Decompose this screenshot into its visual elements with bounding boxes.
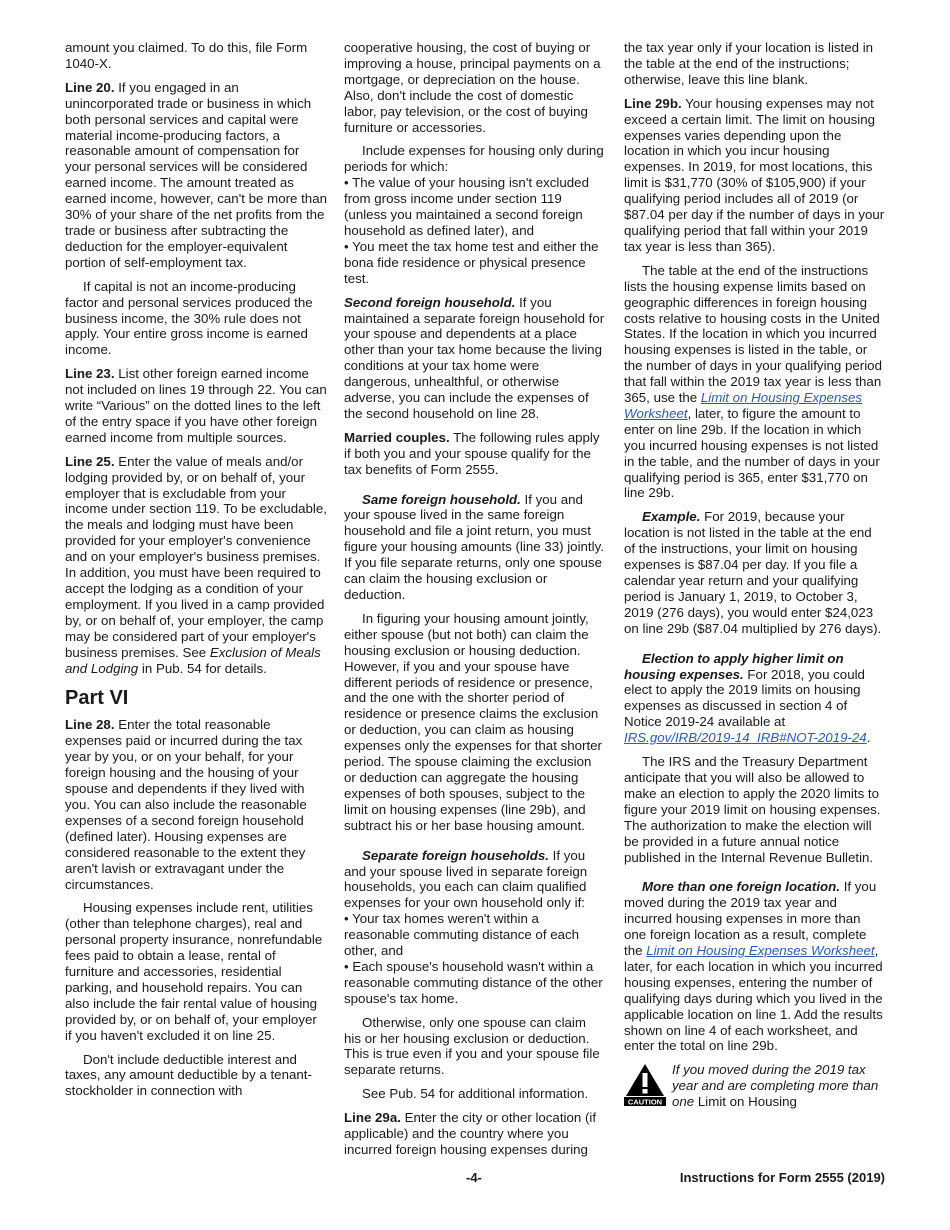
subheading: Example. (642, 509, 701, 525)
line-label: Line 20. (65, 79, 115, 95)
example-paragraph: Example. For 2019, because your location is not listed in the table at the end of the instructions, your limit on housing expenses is $87.04 per day. If you file a calendar year return and your qualifying period is January 1, 2019, to October 3, 2019 (276 days), you would enter $24,023 on line 29b ($87.04 multiplied by 276 days). (624, 509, 882, 636)
second-household-paragraph: Second foreign household. If you maintained a separate foreign household for your spouse and dependents at a place other than your tax home because the living conditions at your tax home were dangerous, unhealthful, or otherwise adverse, you can include the expenses of the second household on line 28. (344, 294, 605, 421)
line-25-paragraph: Line 25. Enter the value of meals and/or lodging provided by, or on behalf of, your employer that is excludable from your income under section 119. To be excludable, the meals and lodging must have been provided for your employer's convenience and on your employer's business premises. In addition, you must have been required to accept the lodging as a condition of your employment. If you lived in a camp provided by, or on behalf of, your employer, the camp may be considered part of your employer's business premises. See Exclusion of Meals and Lodging in Pub. 54 for details. (65, 453, 327, 676)
worksheet-link[interactable]: Limit on Housing Expenses Worksheet (624, 390, 863, 421)
column-left (65, 40, 327, 1107)
married-couples-paragraph: Married couples. The following rules apply if both you and your spouse qualify for the tax benefits of Form 2555. (344, 429, 600, 477)
line-label: Line 29a. (344, 1110, 401, 1126)
caution-text: If you moved during the 2019 tax year and are completing more than one Limit on Housing (672, 1062, 879, 1110)
list-item: • You meet the tax home test and either the bona fide residence or physical presence test. (344, 238, 599, 286)
line-29b-paragraph: Line 29b. Your housing expenses may not exceed a certain limit. The limit on housing expenses varies depending upon the location in which you incur housing expenses. In 2019, for most locations, this limit is $31,770 (30% of $105,900) if your qualifying period includes all of 2019 (or $87.04 per day if the number of days in your qualifying period that fall within your 2019 tax year is less than 365). (624, 95, 885, 254)
document-title: Instructions for Form 2555 (2019) (679, 1170, 885, 1185)
list-item: • Each spouse's household wasn't within a reasonable commuting distance of the other spouse's tax home. (344, 958, 603, 1006)
paragraph: Otherwise, only one spouse can claim his or her housing exclusion or deduction. This is true even if you and your spouse file separate returns. (344, 1014, 600, 1078)
paragraph: amount you claimed. To do this, file Form 1040-X. (65, 40, 308, 71)
caution-icon (624, 1062, 666, 1106)
paragraph: Don't include deductible interest and taxes, any amount deductible by a tenant-stockholder in connection with (65, 1051, 312, 1099)
paragraph: Include expenses for housing only during periods for which: • The value of your housing isn't excluded from gross income under section 119 (unless you maintained a second foreign household as defined later), and • You meet the tax home test and either the bona fide residence or physical presence test. (344, 143, 606, 286)
subheading: Election to apply higher limit on housing expenses. (624, 650, 844, 682)
more-locations-paragraph: More than one foreign location. If you moved during the 2019 tax year and incurred housing expenses in more than one foreign location as a result, complete the Limit on Housing Expenses Worksheet, later, for each location in which you incurred housing expenses, entering the number of qualifying days during which you lived in the applicable location on line 1. Add the results shown on line 4 of each worksheet, and enter the total on line 29b. (624, 879, 883, 1054)
paragraph: the tax year only if your location is listed in the table at the end of the instructions; otherwise, leave this line blank. (624, 40, 874, 87)
column-right (624, 40, 886, 1110)
line-label: Line 29b. (624, 95, 682, 111)
list-item: • The value of your housing isn't excluded from gross income under section 119 (unless you maintained a second foreign household as defined later), and (344, 175, 589, 238)
paragraph: In figuring your housing amount jointly, either spouse (but not both) can claim the housing exclusion or housing deduction. However, if you and your spouse have different periods of residence or presence, and the one with the shorter period of residence or presence claims the exclusion or deduction, you can claim as housing expenses only the expenses for that shorter period. The spouse claiming the exclusion or deduction can aggregate the housing expenses of both spouses, subject to the limit on housing expenses (line 29b), and subtract his or her base housing amount. (344, 610, 602, 833)
worksheet-link[interactable]: Limit on Housing Expenses Worksheet (646, 943, 875, 959)
subheading: Separate foreign households. (362, 847, 549, 863)
paragraph: The table at the end of the instructions lists the housing expense limits based on geographic differences in foreign housing costs relative to housing costs in the United States. If the location in which you incurred housing expenses is listed in the table, or the number of days in your qualifying period that fall within the 2019 tax year is less than 365, use the Limit on Housing Expenses Worksheet, later, to figure the amount to enter on line 29b. If the location in which you incurred housing expenses is not listed in the table, and the number of days in your qualifying period is 365, enter $31,770 on line 29b. (624, 262, 882, 501)
caution-label: CAUTION (627, 1097, 663, 1107)
paragraph: See Pub. 54 for additional information. (362, 1086, 589, 1102)
paragraph: If capital is not an income-producing factor and personal services produced the business income, the 30% rule does not apply. Your entire gross income is earned income. (65, 278, 313, 358)
line-label: Line 25. (65, 453, 115, 469)
irs-irb-link[interactable]: IRS.gov/IRB/2019-14_IRB#NOT-2019-24 (624, 730, 867, 746)
line-23-paragraph: Line 23. List other foreign earned income not included on lines 19 through 22. You can write “Various” on the dotted lines to the left of the entry space if you have other foreign earned income from multiple sources. (65, 366, 327, 445)
list-item: • Your tax homes weren't within a reasonable commuting distance of each other, and (344, 911, 580, 959)
subheading: Married couples. (344, 429, 450, 445)
separate-households-paragraph: Separate foreign households. If you and your spouse lived in separate foreign households, you each can claim qualified expenses for your own household only if: • Your tax homes weren't within a reasonable commuting distance of each other, and • Each spouse's household wasn't within a reasonable commuting distance of the other spouse's tax home. (344, 848, 606, 1007)
caution-box (624, 1062, 886, 1110)
paragraph: Housing expenses include rent, utilities (other than telephone charges), real and personal property insurance, nonrefundable fees paid to obtain a lease, rental of furniture and accessories, residential parking, and household repairs. You can also include the fair rental value of housing provided by, or on behalf of, your employer if you haven't excluded it on line 25. (65, 900, 323, 1043)
line-20-paragraph: Line 20. If you engaged in an unincorporated trade or business in which both personal services and capital were material income-producing factors, a reasonable amount of compensation for your personal services will be considered earned income. The amount treated as earned income, however, can't be more than 30% of your share of the net profits from the trade or business after subtracting the deduction for the employer-equivalent portion of self-employment tax. (65, 79, 327, 270)
part-vi-heading: Part VI (65, 687, 129, 710)
subheading: More than one foreign location. (642, 879, 840, 895)
column-middle (344, 40, 606, 1166)
same-household-paragraph: Same foreign household. If you and your spouse lived in the same foreign household and file a joint return, you must figure your housing amounts (line 33) jointly. If you file separate returns, only one spouse can claim the housing exclusion or deduction. (344, 491, 604, 602)
subheading: Same foreign household. (362, 491, 521, 507)
page-number: -4- (466, 1170, 482, 1185)
subheading: Second foreign household. (344, 294, 516, 310)
paragraph: cooperative housing, the cost of buying or improving a house, principal payments on a mortgage, or depreciation on the house. Also, don't include the cost of domestic labor, pay television, or the cost of buying furniture or accessories. (344, 40, 601, 135)
paragraph: The IRS and the Treasury Department anticipate that you will also be allowed to make an election to apply the 2020 limits to figure your 2019 limit on housing expenses. The authorization to make the election will be provided in a future annual notice published in the Internal Revenue Bulletin. (624, 754, 881, 865)
line-28-paragraph: Line 28. Enter the total reasonable expenses paid or incurred during the tax year by you, or on your behalf, for your foreign housing and the housing of your spouse and dependents if they lived with you. You can also include the reasonable expenses of a second foreign household (defined later). Housing expenses are considered reasonable to the extent they aren't lavish or extravagant under the circumstances. (65, 717, 307, 892)
line-29a-paragraph: Line 29a. Enter the city or other location (if applicable) and the country where you incurred foreign housing expenses during (344, 1110, 597, 1157)
line-label: Line 28. (65, 717, 115, 733)
line-label: Line 23. (65, 366, 115, 382)
election-paragraph: Election to apply higher limit on housing expenses. For 2018, you could elect to apply the 2019 limits on housing expenses as discussed in section 4 of Notice 2019-24 available at IRS.gov/IRB/2019-14_IRB#NOT-2019-24. (624, 650, 871, 746)
